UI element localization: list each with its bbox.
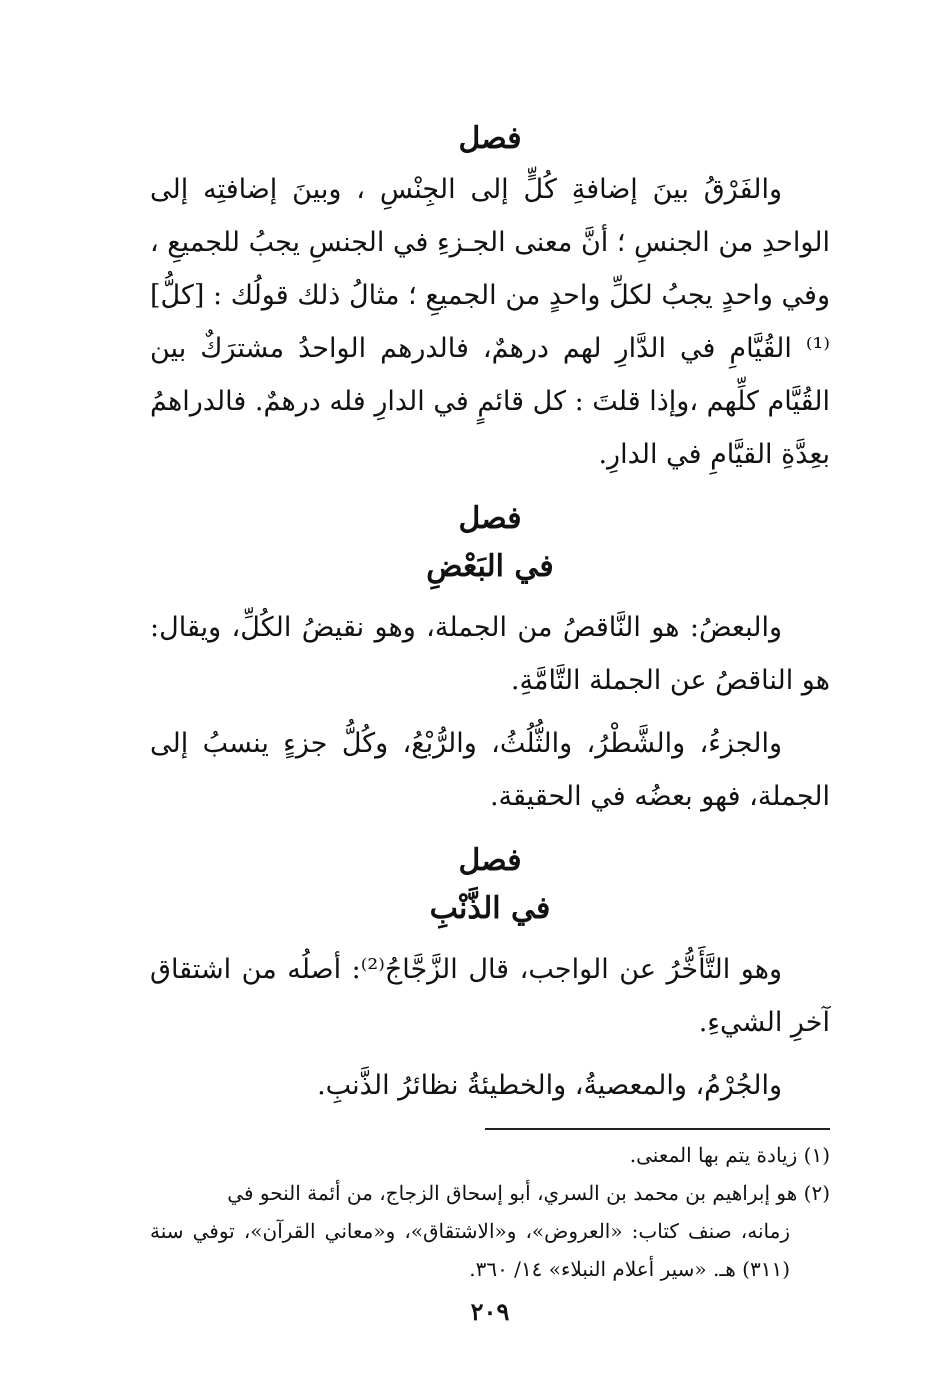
section-subheading: في البَعْضِ — [426, 549, 554, 584]
body-paragraph: والبعضُ: هو النَّاقصُ من الجملة، وهو نقيضُ الكُلِّ، ويقال: هو الناقصُ عن الجملة التَّامَّةِ. — [150, 612, 830, 696]
footnote-marker: (١) — [803, 1143, 830, 1167]
page-number: ٢٠٩ — [470, 1297, 510, 1326]
body-paragraph: والجُرْمُ، والمعصيةُ، والخطيئةُ نظائرُ الذَّنبِ. — [317, 1070, 782, 1101]
body-paragraph: والفَرْقُ بينَ إضافةِ كُلٍّ إلى الجِنْسِ ، وبينَ إضافتِه إلى الواحدِ من الجنسِ ؛ أنَّ معنى الجـزءِ في الجنسِ يجبُ للجميعِ ، وفي واحدٍ يجبُ لكلِّ واحدٍ من الجميعِ ؛ مثالُ ذلك قولُك : [كلُّ] ⁽¹⁾ القُيَّامِ في الدَّارِ لهم درهمٌ، فالدرهم الواحدُ مشترَكٌ بين القُيَّام كلِّهم ،وإذا قلتَ : كل قائمٍ في الدارِ فله درهمٌ. فالدراهمُ بعِدَّةِ القيَّامِ في الدارِ. — [150, 174, 830, 470]
section-heading: فصل — [458, 121, 522, 156]
footnote-text: هو إبراهيم بن محمد بن السري، أبو إسحاق الزجاج، من أئمة النحو في — [227, 1181, 798, 1205]
footnote-1 — [150, 1136, 830, 1174]
footnote-continuation: زمانه، صنف كتاب: «العروض»، و«الاشتقاق»، و«معاني القرآن»، توفي سنة (٣١١) هـ. «سير أعلام النبلاء» ١٤/ ٣٦٠. — [150, 1219, 790, 1281]
section-heading: فصل — [458, 501, 522, 536]
footnote-2 — [150, 1174, 830, 1288]
footnote-text: زيادة يتم بها المعنى. — [629, 1143, 798, 1167]
section-subheading: في الذَّنْبِ — [429, 891, 551, 926]
footnote-marker: (٢) — [803, 1181, 830, 1205]
footnote-divider — [485, 1128, 830, 1130]
body-paragraph: وهو التَّأَخُّرُ عن الواجب، قال الزَّجَّاجُ⁽²⁾: أصلُه من اشتقاق آخرِ الشيءِ. — [150, 954, 830, 1038]
section-heading: فصل — [458, 843, 522, 878]
body-paragraph: والجزءُ، والشَّطْرُ، والثُّلُثُ، والرُّبْعُ، وكُلُّ جزءٍ ينسبُ إلى الجملة، فهو بعضُه في الحقيقة. — [150, 728, 830, 812]
book-page — [150, 115, 830, 1332]
